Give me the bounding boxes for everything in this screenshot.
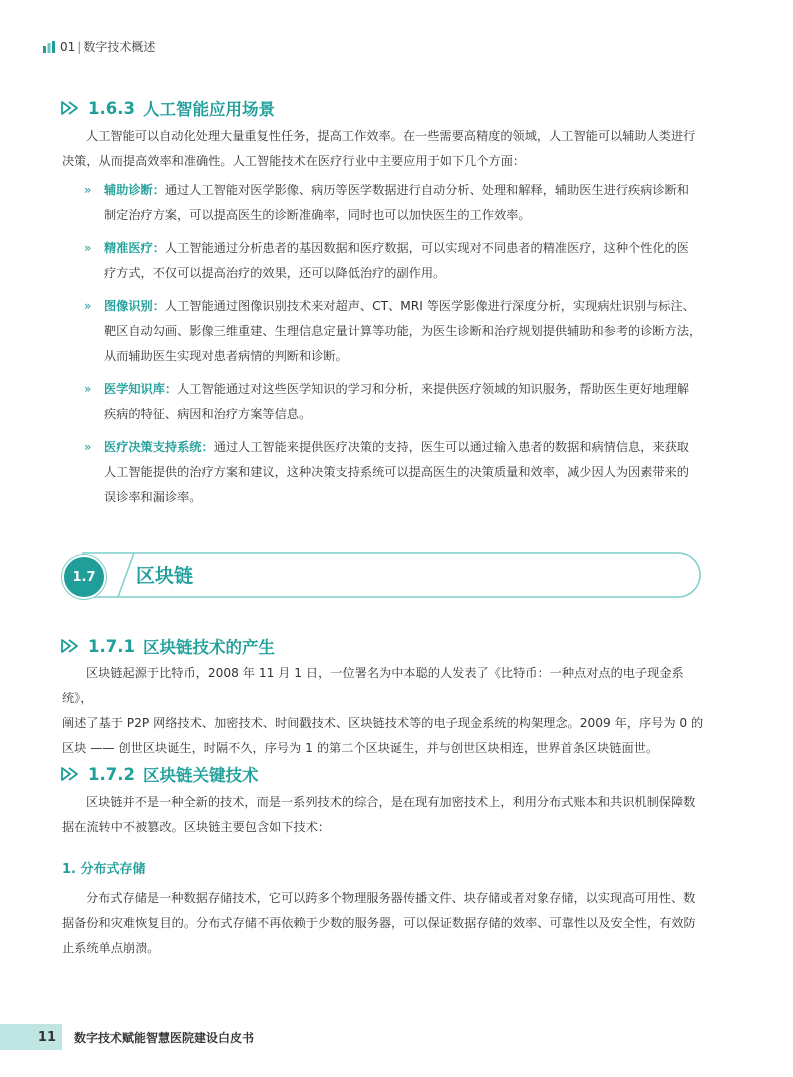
section-172-number: 1.7.2 bbox=[88, 764, 135, 784]
bullet-text: 人工智能通过图像识别技术来对超声、CT、MRI 等医学影像进行深度分析，实现病灶识别与标注、 bbox=[164, 299, 695, 313]
intro-line: 人工智能可以自动化处理大量重复性任务，提高工作效率。在一些需要高精度的领域，人工智能可以辅助人类进行 bbox=[86, 129, 696, 143]
section-171-body bbox=[62, 661, 707, 761]
double-play-arrow-icon bbox=[60, 100, 82, 116]
body-line: 区块 —— 创世区块诞生，时隔不久，序号为 1 的第二个区块诞生，并与创世区块相连，世界首条区块链面世。 bbox=[62, 741, 659, 755]
section-171-number: 1.7.1 bbox=[88, 636, 135, 656]
list-item bbox=[62, 294, 707, 369]
footer-doc-title: 数字技术赋能智慧医院建设白皮书 bbox=[74, 1030, 255, 1045]
bullet-mark: » bbox=[84, 382, 92, 396]
section-172-title: 区块链关键技术 bbox=[142, 766, 259, 785]
body-line: 止系统单点崩溃。 bbox=[62, 941, 160, 955]
bullet-mark: » bbox=[84, 183, 92, 197]
bullet-text: 制定治疗方案，可以提高医生的诊断准确率，同时也可以加快医生的工作效率。 bbox=[104, 208, 531, 222]
body-line: 据备份和灾难恢复目的。分布式存储不再依赖于少数的服务器，可以保证数据存储的效率、可靠性以及安全性，有效防 bbox=[62, 916, 696, 930]
chapter-number-badge: 1.7 bbox=[62, 555, 106, 599]
body-line: 据在流转中不被篡改。区块链主要包含如下技术： bbox=[62, 820, 331, 834]
bullet-mark: » bbox=[84, 241, 92, 255]
bullet-text: 通过人工智能对医学影像、病历等医学数据进行自动分析、处理和解释，辅助医生进行疾病诊断和 bbox=[164, 183, 689, 197]
list-item bbox=[62, 377, 707, 427]
header-chapter-title: 数字技术概述 bbox=[83, 40, 156, 54]
ai-application-list bbox=[62, 178, 707, 518]
bullet-term: 医学知识库： bbox=[104, 382, 178, 396]
bullet-text: 疗方式，不仅可以提高治疗的效果，还可以降低治疗的副作用。 bbox=[104, 266, 446, 280]
body-line: 阐述了基于 P2P 网络技术、加密技术、时间戳技术、区块链技术等的电子现金系统的构架理念。2009 年，序号为 0 的 bbox=[62, 716, 704, 730]
bullet-mark: » bbox=[84, 299, 92, 313]
body-line: 分布式存储是一种数据存储技术，它可以跨多个物理服务器传播文件、块存储或者对象存储，以实现高可用性、数 bbox=[86, 891, 696, 905]
section-163-intro bbox=[62, 124, 707, 174]
page-footer bbox=[0, 1024, 793, 1050]
bullet-mark: » bbox=[84, 440, 92, 454]
double-play-arrow-icon bbox=[60, 638, 82, 654]
bullet-text: 疾病的特征、病因和治疗方案等信息。 bbox=[104, 407, 312, 421]
list-item bbox=[62, 435, 707, 510]
chapter-title: 区块链 bbox=[136, 565, 194, 587]
chapter-17-banner bbox=[58, 551, 704, 599]
header-separator: | bbox=[77, 39, 82, 54]
bullet-term: 辅助诊断： bbox=[104, 183, 165, 197]
bullet-term: 图像识别： bbox=[104, 299, 165, 313]
body-line: 区块链并不是一种全新的技术，而是一系列技术的综合，是在现有加密技术上，利用分布式账本和共识机制保障数 bbox=[86, 795, 696, 809]
intro-line: 决策，从而提高效率和准确性。人工智能技术在医疗行业中主要应用于如下几个方面： bbox=[62, 154, 526, 168]
subsection-1-body bbox=[62, 886, 707, 961]
list-item bbox=[62, 178, 707, 228]
section-163-heading bbox=[60, 96, 275, 120]
section-163-title: 人工智能应用场景 bbox=[142, 100, 275, 119]
section-171-title: 区块链技术的产生 bbox=[142, 638, 275, 657]
list-item bbox=[62, 236, 707, 286]
section-171-heading bbox=[60, 634, 275, 658]
bullet-text: 靶区自动勾画、影像三维重建、生理信息定量计算等功能，为医生诊断和治疗规划提供辅助和参考的诊断方法， bbox=[104, 324, 702, 338]
double-play-arrow-icon bbox=[60, 766, 82, 782]
bullet-term: 医疗决策支持系统： bbox=[104, 440, 214, 454]
bullet-text: 误诊率和漏诊率。 bbox=[104, 490, 202, 504]
bullet-text: 从而辅助医生实现对患者病情的判断和诊断。 bbox=[104, 349, 348, 363]
subsection-1-title: 1. 分布式存储 bbox=[62, 862, 146, 877]
bullet-text: 人工智能通过对这些医学知识的学习和分析，来提供医疗领域的知识服务，帮助医生更好地理解 bbox=[177, 382, 689, 396]
bullet-text: 通过人工智能来提供医疗决策的支持，医生可以通过输入患者的数据和病情信息，来获取 bbox=[213, 440, 689, 454]
page-number: 11 bbox=[0, 1024, 62, 1050]
header-chapter-number: 01 bbox=[60, 39, 76, 54]
bullet-term: 精准医疗： bbox=[104, 241, 165, 255]
bullet-text: 人工智能提供的治疗方案和建议，这种决策支持系统可以提高医生的决策质量和效率，减少因人为因素带来的 bbox=[104, 465, 689, 479]
section-163-number: 1.6.3 bbox=[88, 98, 135, 118]
brand-logo-icon bbox=[42, 40, 56, 54]
section-172-heading bbox=[60, 762, 258, 786]
bullet-text: 人工智能通过分析患者的基因数据和医疗数据，可以实现对不同患者的精准医疗，这种个性化的医 bbox=[164, 241, 689, 255]
running-header bbox=[42, 38, 155, 55]
body-line: 区块链起源于比特币，2008 年 11 月 1 日，一位署名为中本聪的人发表了《比特币：一种点对点的电子现金系统》， bbox=[62, 666, 684, 705]
section-172-body bbox=[62, 790, 707, 840]
